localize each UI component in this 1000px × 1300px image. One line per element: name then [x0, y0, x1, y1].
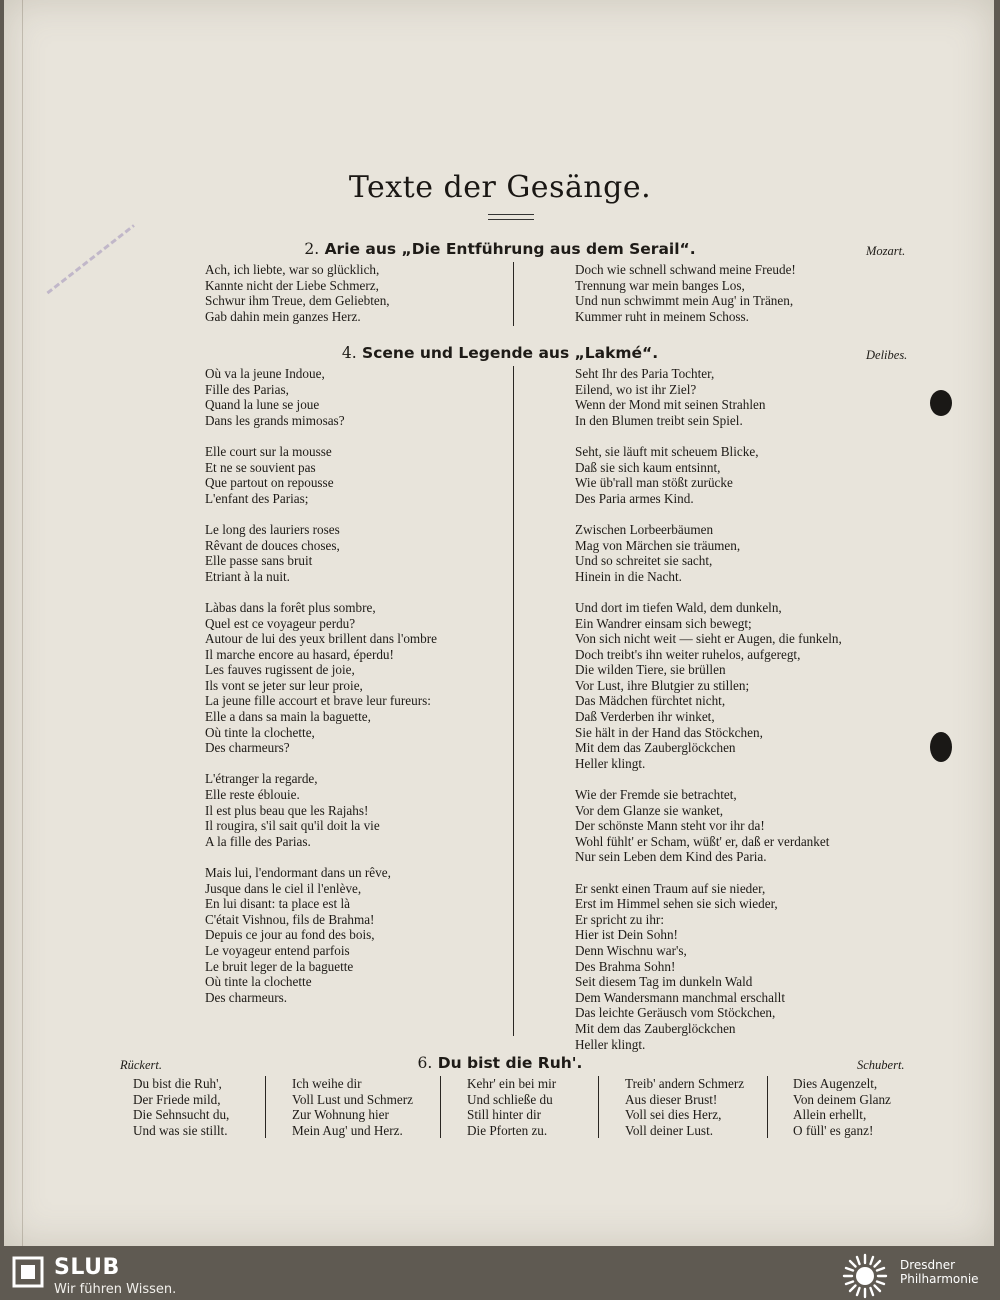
verse-line: Quand la lune se joue — [205, 397, 320, 413]
verse-line: Jusque dans le ciel il l'enlève, — [205, 880, 362, 896]
philharmonie-logo-text — [900, 1258, 979, 1286]
verse-line: Gab dahin mein ganzes Herz. — [205, 308, 361, 324]
punch-hole — [930, 390, 952, 416]
verse-line: Trennung war mein banges Los, — [575, 277, 745, 293]
punch-hole — [930, 732, 952, 762]
song-6-title: Du bist die Ruh'. — [437, 1054, 583, 1072]
verse-line: Der Friede mild, — [133, 1091, 221, 1107]
song-6-verse-2 — [292, 1076, 413, 1138]
verse-line: Où va la jeune Indoue, — [205, 366, 325, 381]
title-ornament — [488, 214, 534, 220]
verse-line: A la fille des Parias. — [205, 833, 311, 849]
verse-line: Und was sie stillt. — [133, 1122, 228, 1138]
verse-line: Dem Wandersmann manchmal erschallt — [575, 989, 785, 1005]
verse-line: Schwur ihm Treue, dem Geliebten, — [205, 293, 390, 309]
verse-line: Seht, sie läuft mit scheuem Blicke, — [575, 443, 759, 459]
stanza — [205, 771, 437, 849]
verse-line: Kannte nicht der Liebe Schmerz, — [205, 277, 379, 293]
verse-line: Des charmeurs? — [205, 740, 290, 756]
verse-line: Vor dem Glanze sie wanket, — [575, 802, 724, 818]
verse-line: Voll Lust und Schmerz — [292, 1091, 413, 1107]
stanza — [575, 444, 842, 506]
slub-book-icon — [12, 1256, 44, 1288]
verse-line: En lui disant: ta place est là — [205, 896, 351, 912]
verse-line: L'enfant des Parias; — [205, 490, 309, 506]
verse-line: Que partout on repousse — [205, 475, 334, 491]
verse-line: Zur Wohnung hier — [292, 1107, 389, 1123]
verse-line: Où tinte la clochette, — [205, 724, 315, 740]
verse-line: O füll' es ganz! — [793, 1122, 874, 1138]
song-2-title: Arie aus „Die Entführung aus dem Serail“. — [324, 240, 696, 258]
verse-line: Sie hält in der Hand das Stöckchen, — [575, 724, 763, 740]
verse-line: Daß Verderben ihr winket, — [575, 709, 715, 725]
verse-line: Treib' andern Schmerz — [625, 1076, 745, 1091]
verse-line: Zwischen Lorbeerbäumen — [575, 521, 714, 537]
verse-line: Il est plus beau que les Rajahs! — [205, 802, 369, 818]
verse-line: Die wilden Tiere, sie brüllen — [575, 662, 726, 678]
verse-line: Erst im Himmel sehen sie sich wieder, — [575, 896, 778, 912]
column-divider — [440, 1076, 441, 1138]
verse-line: Le voyageur entend parfois — [205, 942, 350, 958]
verse-line: Und so schreitet sie sacht, — [575, 553, 713, 569]
verse-line: Er senkt einen Traum auf sie nieder, — [575, 880, 766, 896]
verse-line: Des Brahma Sohn! — [575, 958, 676, 974]
philharmonie-sunburst-icon — [842, 1253, 888, 1299]
verse-line: Von sich nicht weit — sieht er Augen, die funkeln, — [575, 631, 842, 647]
song-4-german-column — [575, 366, 842, 1068]
verse-line: Fille des Parias, — [205, 381, 289, 397]
verse-line: Le long des lauriers roses — [205, 521, 340, 537]
verse-line: Seit diesem Tag im dunkeln Wald — [575, 974, 753, 990]
verse-line: Ach, ich liebte, war so glücklich, — [205, 262, 380, 277]
verse-line: Die Sehnsucht du, — [133, 1107, 230, 1123]
verse-line: Depuis ce jour au fond des bois, — [205, 927, 375, 943]
verse-line: Mag von Märchen sie träumen, — [575, 537, 741, 553]
page-title: Texte der Gesänge. — [348, 170, 652, 205]
verse-line: Du bist die Ruh', — [133, 1076, 222, 1091]
philharmonie-name-line-2: Philharmonie — [900, 1272, 979, 1286]
verse-line: Allein erhellt, — [793, 1107, 867, 1123]
verse-line: Etriant à la nuit. — [205, 568, 290, 584]
stanza — [205, 366, 437, 428]
verse-line: Und nun schwimmt mein Aug' in Tränen, — [575, 293, 794, 309]
song-2-composer: Mozart. — [866, 244, 906, 258]
verse-line: Le bruit leger de la baguette — [205, 958, 354, 974]
philharmonie-name-line-1: Dresdner — [900, 1258, 956, 1272]
verse-line: Dies Augenzelt, — [793, 1076, 878, 1091]
column-divider — [513, 262, 514, 326]
verse-line: Wie der Fremde sie betrachtet, — [575, 787, 737, 803]
verse-line: Heller klingt. — [575, 755, 646, 771]
song-6-number: 6. — [417, 1054, 433, 1072]
verse-line: Hier ist Dein Sohn! — [575, 927, 678, 943]
verse-line: Làbas dans la forêt plus sombre, — [205, 599, 376, 615]
stanza — [205, 865, 437, 1005]
song-4-title: Scene und Legende aus „Lakmé“. — [362, 344, 659, 362]
verse-line: Ich weihe dir — [292, 1076, 362, 1091]
song-6-heading — [0, 1054, 1000, 1072]
song-6-verse-1 — [133, 1076, 229, 1138]
verse-line: Autour de lui des yeux brillent dans l'ombre — [205, 631, 438, 647]
verse-line: Wohl fühlt' er Scham, wüßt' er, daß er verdanket — [575, 833, 830, 849]
stanza — [575, 881, 842, 1053]
verse-line: Still hinter dir — [467, 1107, 541, 1123]
verse-line: L'étranger la regarde, — [205, 771, 318, 787]
verse-line: Das leichte Geräusch vom Stöckchen, — [575, 1005, 776, 1021]
verse-line: Elle a dans sa main la baguette, — [205, 709, 371, 725]
verse-line: C'était Vishnou, fils de Brahma! — [205, 911, 375, 927]
verse-line: Doch wie schnell schwand meine Freude! — [575, 262, 796, 277]
verse-line: Où tinte la clochette — [205, 974, 312, 990]
verse-line: Wie üb'rall man stößt zurücke — [575, 475, 733, 491]
verse-line: Er spricht zu ihr: — [575, 911, 664, 927]
verse-line: Mais lui, l'endormant dans un rêve, — [205, 865, 391, 880]
slub-logo-text: SLUB — [54, 1255, 120, 1280]
column-divider — [767, 1076, 768, 1138]
stanza — [575, 366, 842, 428]
verse-line: Des charmeurs. — [205, 989, 288, 1005]
verse-line: Mit dem das Zauberglöckchen — [575, 1020, 736, 1036]
verse-line: Denn Wischnu war's, — [575, 942, 687, 958]
verse-line: Les fauves rugissent de joie, — [205, 662, 355, 678]
song-6-verse-3 — [467, 1076, 556, 1138]
verse-line: La jeune fille accourt et brave leur fureurs: — [205, 693, 431, 709]
stanza — [205, 522, 437, 584]
song-4-number: 4. — [341, 344, 357, 362]
verse-line: Doch treibt's ihn weiter ruhelos, aufgeregt, — [575, 646, 801, 662]
song-4-french-column — [205, 366, 437, 1021]
stanza — [205, 600, 437, 756]
slub-tagline: Wir führen Wissen. — [54, 1282, 177, 1297]
stanza — [575, 600, 842, 772]
verse-line: Elle passe sans bruit — [205, 553, 313, 569]
verse-line: Ils vont se jeter sur leur proie, — [205, 677, 363, 693]
verse-line: Eilend, wo ist ihr Ziel? — [575, 381, 697, 397]
verse-line: Das Mädchen fürchtet nicht, — [575, 693, 726, 709]
song-6-verse-5 — [793, 1076, 891, 1138]
column-divider — [265, 1076, 266, 1138]
verse-line: Seht Ihr des Paria Tochter, — [575, 366, 715, 381]
song-2-number: 2. — [304, 240, 320, 258]
stanza — [205, 444, 437, 506]
verse-line: Il rougira, s'il sait qu'il doit la vie — [205, 818, 380, 834]
verse-line: Wenn der Mond mit seinen Strahlen — [575, 397, 766, 413]
song-2-french-column — [205, 262, 390, 324]
verse-line: Elle court sur la mousse — [205, 443, 332, 459]
verse-line: Kehr' ein bei mir — [467, 1076, 557, 1091]
song-2-german-column — [575, 262, 796, 324]
song-4-composer: Delibes. — [866, 348, 908, 362]
verse-line: Hinein in die Nacht. — [575, 568, 682, 584]
verse-line: Kummer ruht in meinem Schoss. — [575, 308, 749, 324]
song-6-poet: Rückert. — [120, 1058, 162, 1072]
song-4-heading — [0, 344, 1000, 362]
verse-line: Heller klingt. — [575, 1036, 646, 1052]
verse-line: Il marche encore au hasard, éperdu! — [205, 646, 394, 662]
verse-line: Vor Lust, ihre Blutgier zu stillen; — [575, 677, 750, 693]
verse-line: Und dort im tiefen Wald, dem dunkeln, — [575, 599, 782, 615]
verse-line: Nur sein Leben dem Kind des Paria. — [575, 849, 767, 865]
column-divider — [513, 366, 514, 1036]
verse-line: Der schönste Mann steht vor ihr da! — [575, 818, 765, 834]
verse-line: Mit dem das Zauberglöckchen — [575, 740, 736, 756]
verse-line: Und schließe du — [467, 1091, 553, 1107]
verse-line: Elle reste éblouie. — [205, 787, 300, 803]
song-6-verse-4 — [625, 1076, 744, 1138]
verse-line: Rêvant de douces choses, — [205, 537, 340, 553]
verse-line: Daß sie sich kaum entsinnt, — [575, 459, 721, 475]
verse-line: Die Pforten zu. — [467, 1122, 548, 1138]
verse-line: Aus dieser Brust! — [625, 1091, 718, 1107]
verse-line: Mein Aug' und Herz. — [292, 1122, 403, 1138]
column-divider — [598, 1076, 599, 1138]
verse-line: Voll sei dies Herz, — [625, 1107, 722, 1123]
stanza — [575, 787, 842, 865]
verse-line: Voll deiner Lust. — [625, 1122, 714, 1138]
verse-line: Quel est ce voyageur perdu? — [205, 615, 356, 631]
verse-line: Dans les grands mimosas? — [205, 412, 345, 428]
verse-line: Des Paria armes Kind. — [575, 490, 694, 506]
verse-line: Et ne se souvient pas — [205, 459, 316, 475]
verse-line: In den Blumen treibt sein Spiel. — [575, 412, 743, 428]
verse-line: Von deinem Glanz — [793, 1091, 891, 1107]
song-6-composer: Schubert. — [857, 1058, 905, 1072]
stanza — [575, 522, 842, 584]
verse-line: Ein Wandrer einsam sich bewegt; — [575, 615, 752, 631]
